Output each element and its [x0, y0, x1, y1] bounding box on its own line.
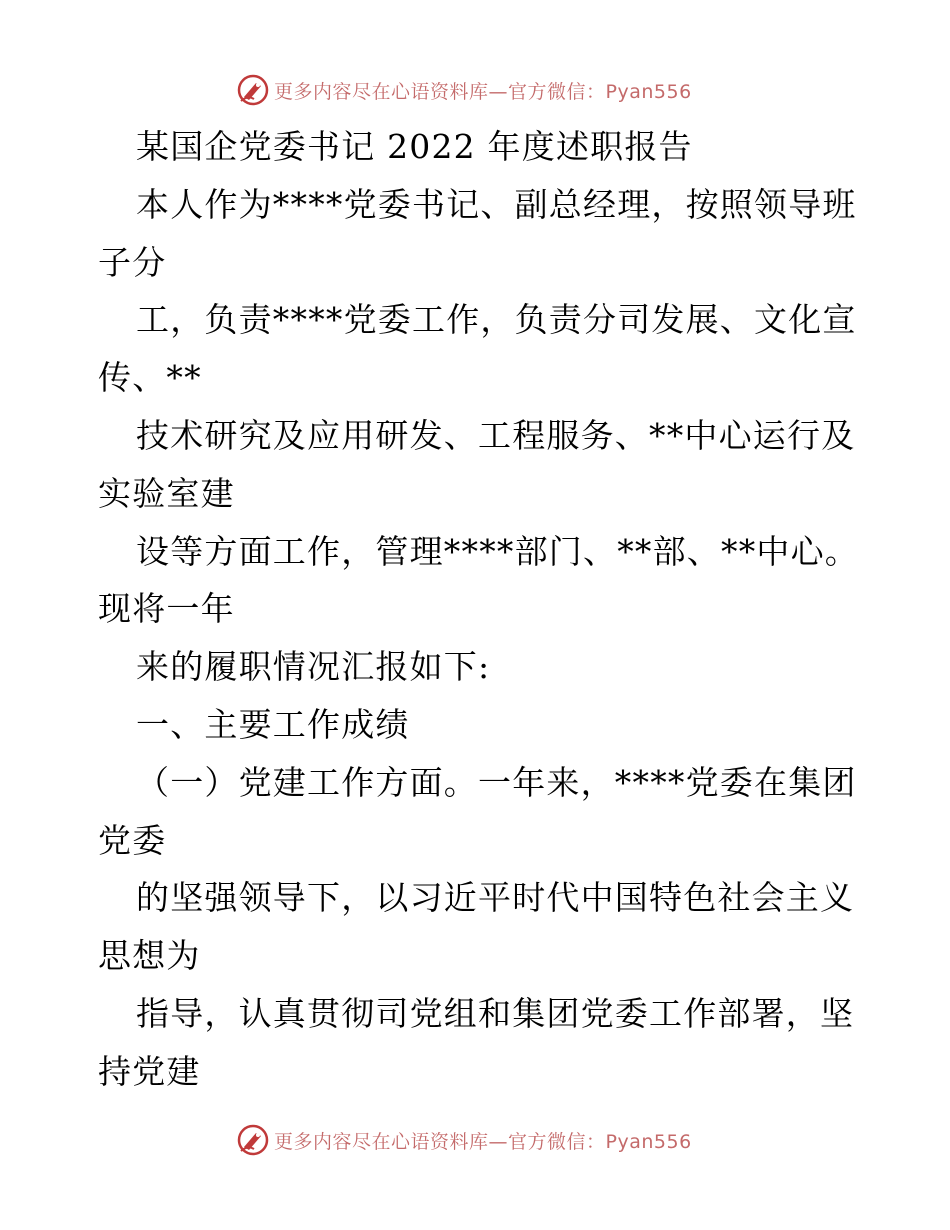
section-heading: 一、主要工作成绩 [136, 704, 410, 744]
document-body [98, 118, 858, 1101]
paragraph-line: 来的履职情况汇报如下: [136, 647, 491, 687]
paragraph-line: 现将一年 [98, 589, 235, 629]
watermark-text: 更多内容尽在心语资料库—官方微信：Pyan556 [274, 80, 692, 103]
footer-watermark [236, 1122, 692, 1158]
paragraph-line: 思想为 [98, 936, 201, 976]
paragraph-line: 的坚强领导下，以习近平时代中国特色社会主义 [136, 878, 855, 918]
paragraph-line: 实验室建 [98, 473, 235, 513]
paragraph-line: 技术研究及应用研发、工程服务、**中心运行及 [136, 415, 856, 455]
paragraph-line: 设等方面工作，管理****部门、**部、**中心。 [136, 531, 859, 571]
paragraph-line: 传、** [98, 358, 202, 398]
paragraph-line: 工，负责****党委工作，负责分司发展、文化宣 [136, 300, 857, 340]
paragraph-line: 持党建 [98, 1051, 201, 1091]
header-watermark [236, 72, 692, 108]
pen-nib-circle-icon [236, 1123, 270, 1157]
paragraph-line: （一）党建工作方面。一年来，****党委在集团 [136, 762, 857, 802]
pen-nib-circle-icon [236, 73, 270, 107]
paragraph-line: 党委 [98, 820, 167, 860]
paragraph-line: 本人作为****党委书记、副总经理，按照领导班 [136, 184, 857, 224]
document-title: 某国企党委书记 2022 年度述职报告 [136, 127, 693, 166]
watermark-text: 更多内容尽在心语资料库—官方微信：Pyan556 [274, 1130, 692, 1153]
paragraph-line: 指导，认真贯彻司党组和集团党委工作部署，坚 [136, 993, 855, 1033]
paragraph-line: 子分 [98, 242, 167, 282]
